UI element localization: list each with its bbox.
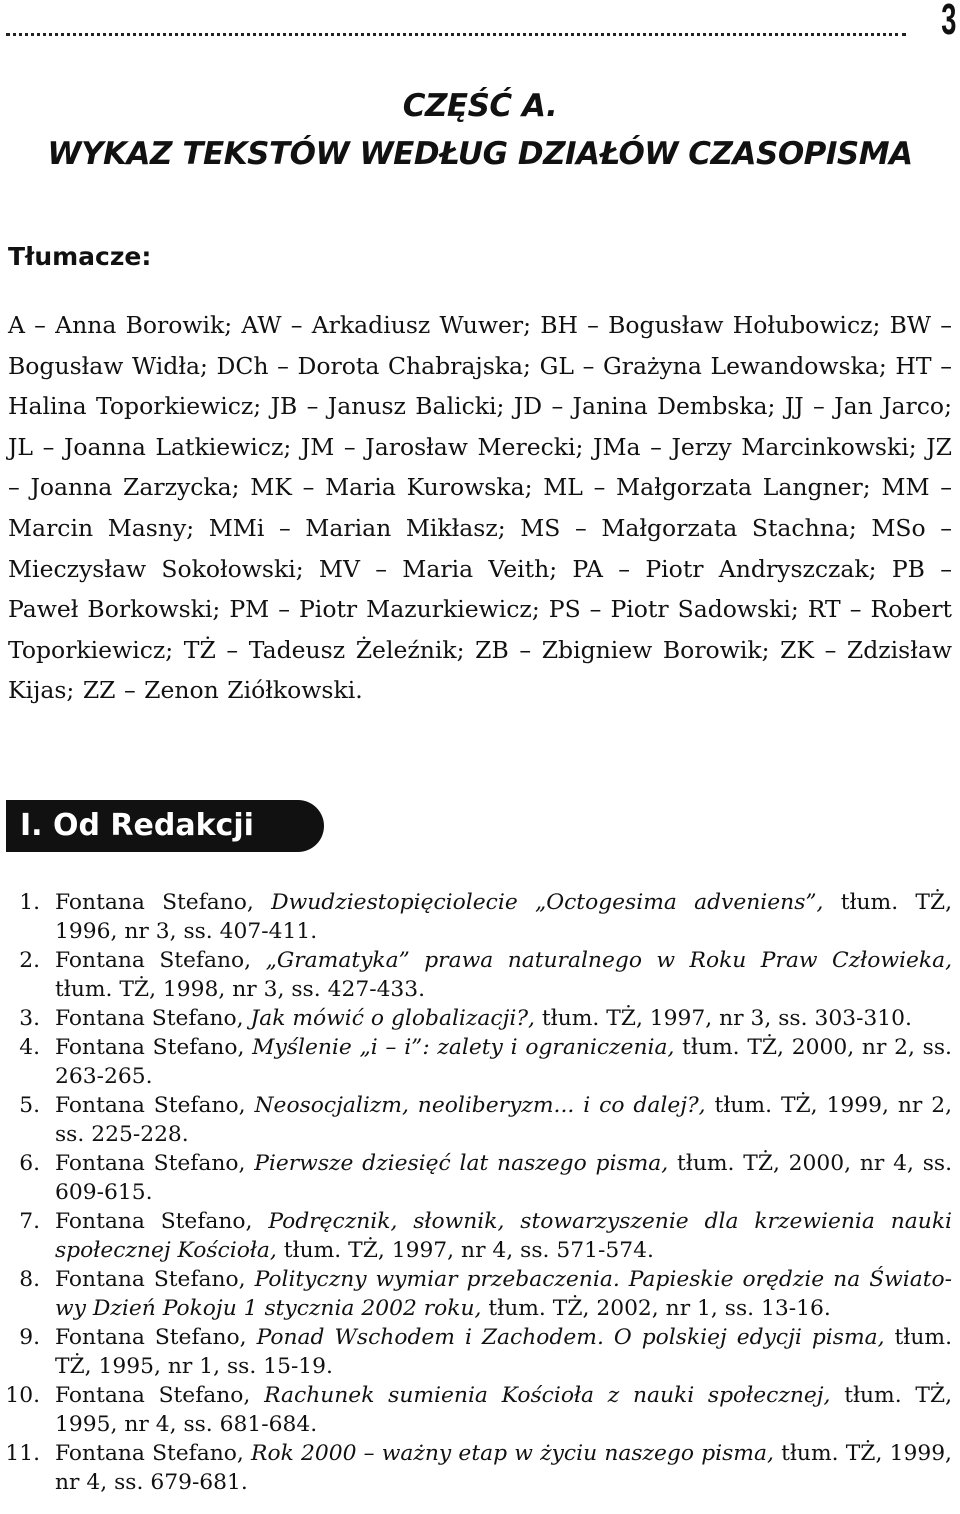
entry-author: Fontana Stefano, <box>55 1383 265 1408</box>
entry-text <box>55 1149 952 1207</box>
entry-number: 2. <box>19 948 40 973</box>
entry-title: Dwudziestopięciolecie „Octogesima adveniens”, <box>271 890 824 915</box>
list-item <box>0 1439 952 1497</box>
entry-number: 8. <box>19 1267 40 1292</box>
entry-author: Fontana Stefano, <box>55 1325 257 1350</box>
entry-title: Myślenie „i – i”: zalety i ograniczenia, <box>252 1035 675 1060</box>
entry-number: 3. <box>19 1006 40 1031</box>
list-item <box>0 1207 952 1265</box>
entry-author: Fontana Stefano, <box>55 1006 251 1031</box>
entry-text <box>55 1265 952 1323</box>
dotted-leader <box>6 33 906 36</box>
list-item <box>0 1149 952 1207</box>
entry-number: 1. <box>19 890 40 915</box>
list-item <box>0 1091 952 1149</box>
entry-details: tłum. TŻ, 2002, nr 1, ss. 13-16. <box>481 1296 831 1321</box>
list-item <box>0 1381 952 1439</box>
entry-number: 11. <box>5 1441 40 1466</box>
entry-title: Rok 2000 – ważny etap w życiu naszego pisma, <box>251 1441 774 1466</box>
entry-number: 4. <box>19 1035 40 1060</box>
entry-title: Podręcznik, słownik, stowarzyszenie dla krzewienia nauki społecznej Kościoła, <box>55 1209 952 1263</box>
entry-title: Neosocjalizm, neoliberyzm... i co dalej?, <box>254 1093 706 1118</box>
entry-author: Fontana Stefano, <box>55 1441 252 1466</box>
entry-author: Fontana Stefano, <box>55 1093 255 1118</box>
page-header <box>6 0 956 60</box>
translators-heading: Tłumacze: <box>8 242 152 271</box>
entry-details: tłum. TŻ, 1995, nr 1, ss. 15-19. <box>55 1325 953 1379</box>
entry-details: tłum. TŻ, 1999, nr 2, ss. 225-228. <box>55 1093 953 1147</box>
entry-details: tłum. TŻ, 1997, nr 4, ss. 571-574. <box>276 1238 654 1263</box>
entry-details: tłum. TŻ, 2000, nr 4, ss. 609-615. <box>55 1151 952 1205</box>
entry-list <box>0 888 952 1497</box>
entry-author: Fontana Stefano, <box>55 890 272 915</box>
section-heading: I. Od Redakcji <box>6 800 324 852</box>
list-item <box>0 946 952 1004</box>
entry-text <box>55 1381 952 1439</box>
list-item <box>0 1323 952 1381</box>
list-item <box>0 1265 952 1323</box>
entry-author: Fontana Stefano, <box>55 1209 269 1234</box>
list-item <box>0 1033 952 1091</box>
part-title <box>0 82 960 178</box>
page-number: 3 <box>940 0 956 44</box>
entry-text <box>55 1004 952 1033</box>
entry-number: 7. <box>19 1209 40 1234</box>
entry-text <box>55 1439 952 1497</box>
entry-details: tłum. TŻ, 1997, nr 3, ss. 303-310. <box>534 1006 912 1031</box>
translators-list: A – Anna Borowik; AW – Arkadiusz Wuwer; BH – Bogusław Hołubowicz; BW – Bogusław Widła; DCh – Dorota Chabrajska; GL – Grażyna Lewandowska; HT – Halina Toporkiewicz; JB – Janusz Balicki; JD – Janina Dembska; JJ – Jan Jarco; JL – Joanna Latkiewicz; JM – Jarosław Merecki; JMa – Jerzy Marcinkowski; JZ – Joanna Zarzycka; MK – Maria Kurowska; ML – Małgorzata Langner; MM – Marcin Masny; MMi – Marian Mikłasz; MS – Małgorzata Stachna; MSo – Mieczysław Sokołowski; MV – Maria Veith; PA – Piotr Andryszczak; PB – Paweł Borkowski; PM – Piotr Mazurkiewicz; PS – Piotr Sadowski; RT – Robert Toporkiewicz; TŻ – Tadeusz Żeleźnik; ZB – Zbigniew Borowik; ZK – Zdzisław Kijas; ZZ – Zenon Ziółkowski. <box>8 311 952 705</box>
entry-text <box>55 1033 952 1091</box>
entry-text <box>55 1323 952 1381</box>
entry-title: Jak mówić o globalizacji?, <box>250 1006 535 1031</box>
entry-title: Pierwsze dziesięć lat naszego pisma, <box>254 1151 669 1176</box>
entry-text <box>55 1091 952 1149</box>
part-title-line1: CZĘŚĆ A. <box>402 88 558 124</box>
entry-author: Fontana Stefano, <box>55 1151 255 1176</box>
entry-details: tłum. TŻ, 1995, nr 4, ss. 681-684. <box>55 1383 952 1437</box>
part-title-line2: WYKAZ TEKSTÓW WEDŁUG DZIAŁÓW CZASOPISMA <box>47 136 913 172</box>
entry-details: tłum. TŻ, 2000, nr 2, ss. 263-265. <box>55 1035 952 1089</box>
entry-title: Rachunek sumienia Kościoła z nauki społecznej, <box>264 1383 831 1408</box>
entry-number: 9. <box>19 1325 40 1350</box>
entry-details: tłum. TŻ, 1996, nr 3, ss. 407-411. <box>55 890 952 944</box>
list-item <box>0 888 952 946</box>
entry-text <box>55 888 952 946</box>
entry-author: Fontana Stefano, <box>55 1267 255 1292</box>
entry-number: 5. <box>19 1093 40 1118</box>
entry-title: Polityczny wymiar przebaczenia. Papieskie orędzie na Światowy Dzień Pokoju 1 stycznia 2002 roku, <box>55 1267 953 1321</box>
entry-text <box>55 946 952 1004</box>
entry-details: tłum. TŻ, 1998, nr 3, ss. 427-433. <box>55 977 426 1002</box>
entry-title: „Gramatyka” prawa naturalnego w Roku Praw Człowieka, <box>265 948 952 973</box>
list-item <box>0 1004 952 1033</box>
entry-author: Fontana Stefano, <box>55 948 266 973</box>
entry-title: Ponad Wschodem i Zachodem. O polskiej edycji pisma, <box>256 1325 885 1350</box>
entry-number: 10. <box>5 1383 40 1408</box>
entry-number: 6. <box>19 1151 40 1176</box>
entry-author: Fontana Stefano, <box>55 1035 253 1060</box>
entry-details: tłum. TŻ, 1999, nr 4, ss. 679-681. <box>55 1441 952 1495</box>
entry-text <box>55 1207 952 1265</box>
